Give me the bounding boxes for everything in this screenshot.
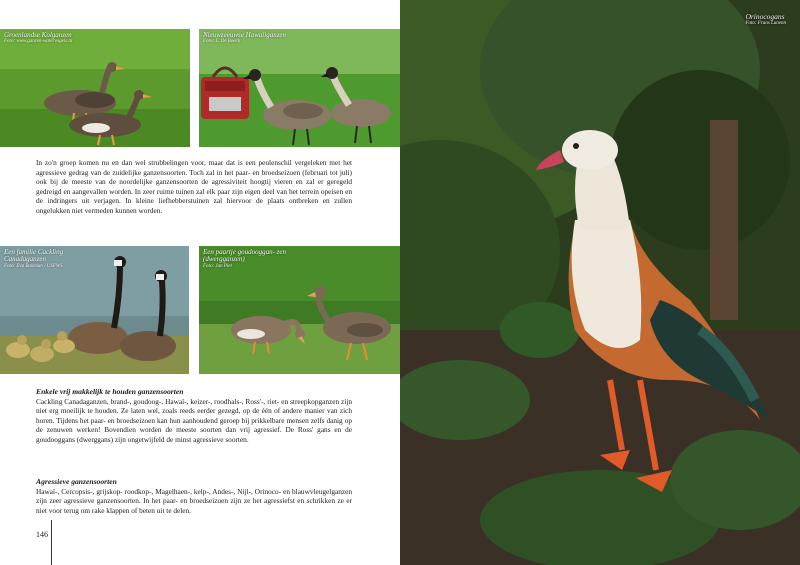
section-text: Hawaï-, Cercopsis-, grijskop- roodkop-, Magelhaen-, kelp-, Andes-, Nijl-, Orinoco- en blauwvleugelganzen zijn zeer agressieve ganzensoorten. In het paar- en broedseizoen zijn ze het agressiefst en schrikken ze er niet voor terug om rake klappen of beten uit te delen. — [36, 486, 352, 515]
caption-credit: Foto: Frans Lunenn — [745, 21, 786, 26]
photo-goudooggans-pair — [199, 246, 400, 374]
caption-orinoco — [745, 12, 786, 26]
caption-credit: Foto: L. De Boeck — [203, 39, 240, 45]
intro-text: In zo'n groep komen nu en dan wel strubbelingen voor, maar dat is een peulenschil vergeleken met het agressieve gedrag van de zuidelijke ganzensoorten. Toch zal in het paar- en broedseizoen (februari tot juli) ook bij de meeste van de noordelijke ganzensoorten de agressiviteit hoogtij vieren en zal er geregeld gedreigd en aangevallen worden. In zeer ruime tuinen zal elk paar zijn eigen deel van het terrein opeisen en de indringers uit verjagen. In kleine liefhebberstuinen zal hiervoor de plaats ontbreken en zullen ongelukken niet vermeden kunnen worden. — [36, 158, 352, 215]
photo-orinoco-goose — [400, 0, 800, 565]
page-divider — [51, 520, 52, 565]
caption-nene — [203, 32, 286, 45]
greenland-geese-image — [0, 29, 190, 147]
nene-geese-image — [199, 29, 400, 147]
caption-greenland — [4, 32, 72, 45]
caption-title: Een familie Cackling Canadaganzen — [4, 248, 64, 264]
caption-title: Groenlandse Kolganzen — [4, 31, 72, 39]
caption-goudooggans — [203, 249, 291, 269]
section-aggressive-species — [36, 477, 352, 515]
caption-credit: Foto: Eva Bowman / USFWS — [4, 263, 63, 269]
section-easy-species — [36, 387, 352, 444]
photo-nene-geese — [199, 29, 400, 147]
caption-title: Orinocogans — [745, 12, 785, 21]
caption-cackling — [4, 249, 94, 269]
page-number: 146 — [36, 530, 48, 539]
photo-greenland-geese — [0, 29, 190, 147]
caption-title: Een paartje goudooggan- zen (dwergganzen) — [203, 248, 287, 264]
caption-credit: Foto: www.ganzen-watervogels.nl — [4, 39, 73, 45]
section-heading: Agressieve ganzensoorten — [36, 477, 117, 486]
section-text: Cackling Canadaganzen, brand-, goudoog-, Hawaï-, keizer-, roodhals-, Ross'-, riet- en streepkopganzen zijn niet erg moeilijk te houden. Ze laten wel, zoals reeds eerder gezegd, op de één of andere manier van zich horen. Tijdens het paar- en broedseizoen kan hun aanhoudend geroep bij prikkelbare mensen zelfs danig op de zenuwen werken! Bovendien worden de meeste soorten dan vrij agressief. De Ross' gans en de goudooggans (dwerggans) zijn ongetwijfeld de minst agressieve soorten. — [36, 396, 352, 444]
photo-cackling-family — [0, 246, 189, 374]
caption-title: Nieuwzeeuwse Hawaiiganzen — [203, 31, 287, 39]
caption-credit: Foto: Jan Piet — [203, 263, 232, 269]
orinoco-goose-image — [400, 0, 800, 565]
intro-paragraph — [36, 158, 352, 215]
section-heading: Enkele vrij makkelijk te houden ganzensoorten — [36, 387, 184, 396]
